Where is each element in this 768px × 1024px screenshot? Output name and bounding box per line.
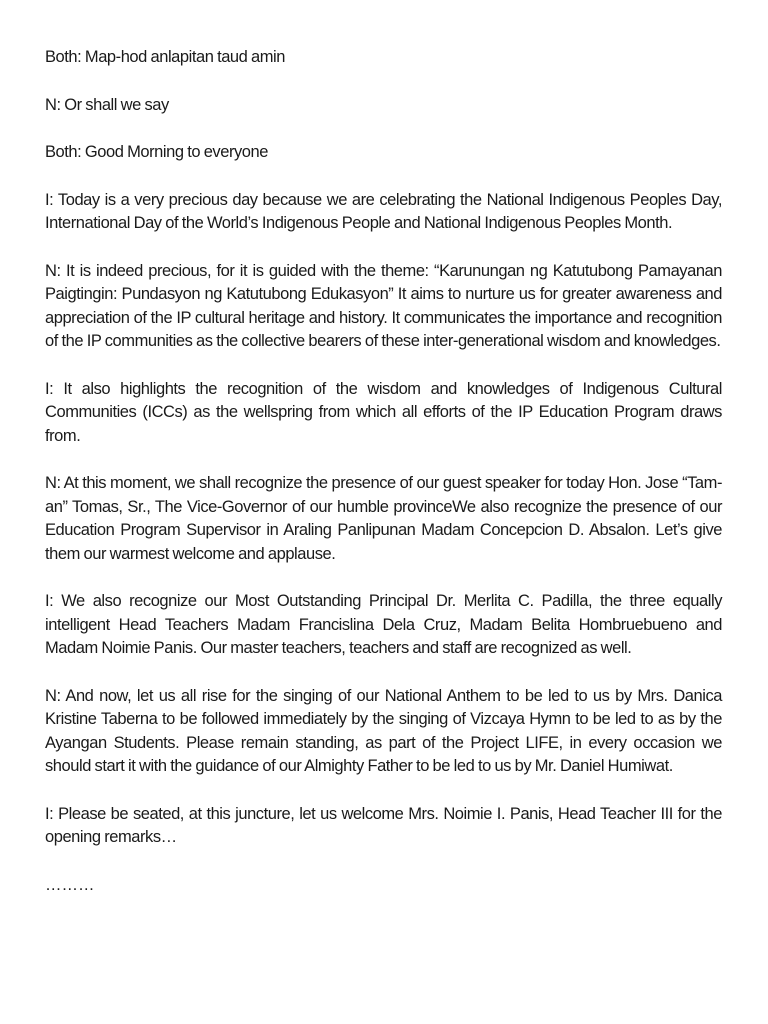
paragraph-opening-remarks: I: Please be seated, at this juncture, let us welcome Mrs. Noimie I. Panis, Head Teacher III for the opening remarks… (45, 804, 722, 846)
line-greeting-native: Both: Map-hod anlapitan taud amin (45, 48, 285, 66)
paragraph-guest-speaker: N: At this moment, we shall recognize the presence of our guest speaker for today Hon. Jose “Tam-an” Tomas, Sr., The Vice-Governor of our humble provinceWe also recognize the presence of our Education Program Supervisor in Araling Panlipunan Madam Concepcion D. Absalon. Let’s give them our warmest welcome and applause. (45, 474, 722, 563)
paragraph-wisdom-recognition: I: It also highlights the recognition of the wisdom and knowledges of Indigenous Cultural Communities (ICCs) as the wellspring from which all efforts of the IP Education Program draws from. (45, 379, 722, 445)
paragraph-precious-day: I: Today is a very precious day because we are celebrating the National Indigenous Peoples Day, International Day of the World’s Indigenous People and National Indigenous Peoples Month. (45, 190, 722, 232)
paragraph-national-anthem: N: And now, let us all rise for the singing of our National Anthem to be led to us by Mrs. Danica Kristine Taberna to be followed immediately by the singing of Vizcaya Hymn to be led to as by the Ayangan Students. Please remain standing, as part of the Project LIFE, in every occasion we should start it with the guidance of our Almighty Father to be led to us by Mr. Daniel Humiwat. (45, 686, 722, 775)
paragraph-theme: N: It is indeed precious, for it is guided with the theme: “Karunungan ng Katutubong Pamayanan Paigtingin: Pundasyon ng Katutubong Edukasyon” It aims to nurture us for greater awareness and appreciation of the IP cultural heritage and history. It communicates the importance and recognition of the IP communities as the collective bearers of these inter-generational wisdom and knowledges. (45, 261, 722, 350)
line-good-morning: Both: Good Morning to everyone (45, 143, 268, 161)
line-or-shall-we-say: N: Or shall we say (45, 95, 169, 114)
document-page (45, 46, 722, 897)
trailing-ellipsis: ……… (45, 875, 95, 894)
paragraph-principal-recognition: I: We also recognize our Most Outstanding Principal Dr. Merlita C. Padilla, the three equally intelligent Head Teachers Madam Francislina Dela Cruz, Madam Belita Hombruebueno and Madam Noimie Panis. Our master teachers, teachers and staff are recognized as well. (45, 592, 722, 657)
